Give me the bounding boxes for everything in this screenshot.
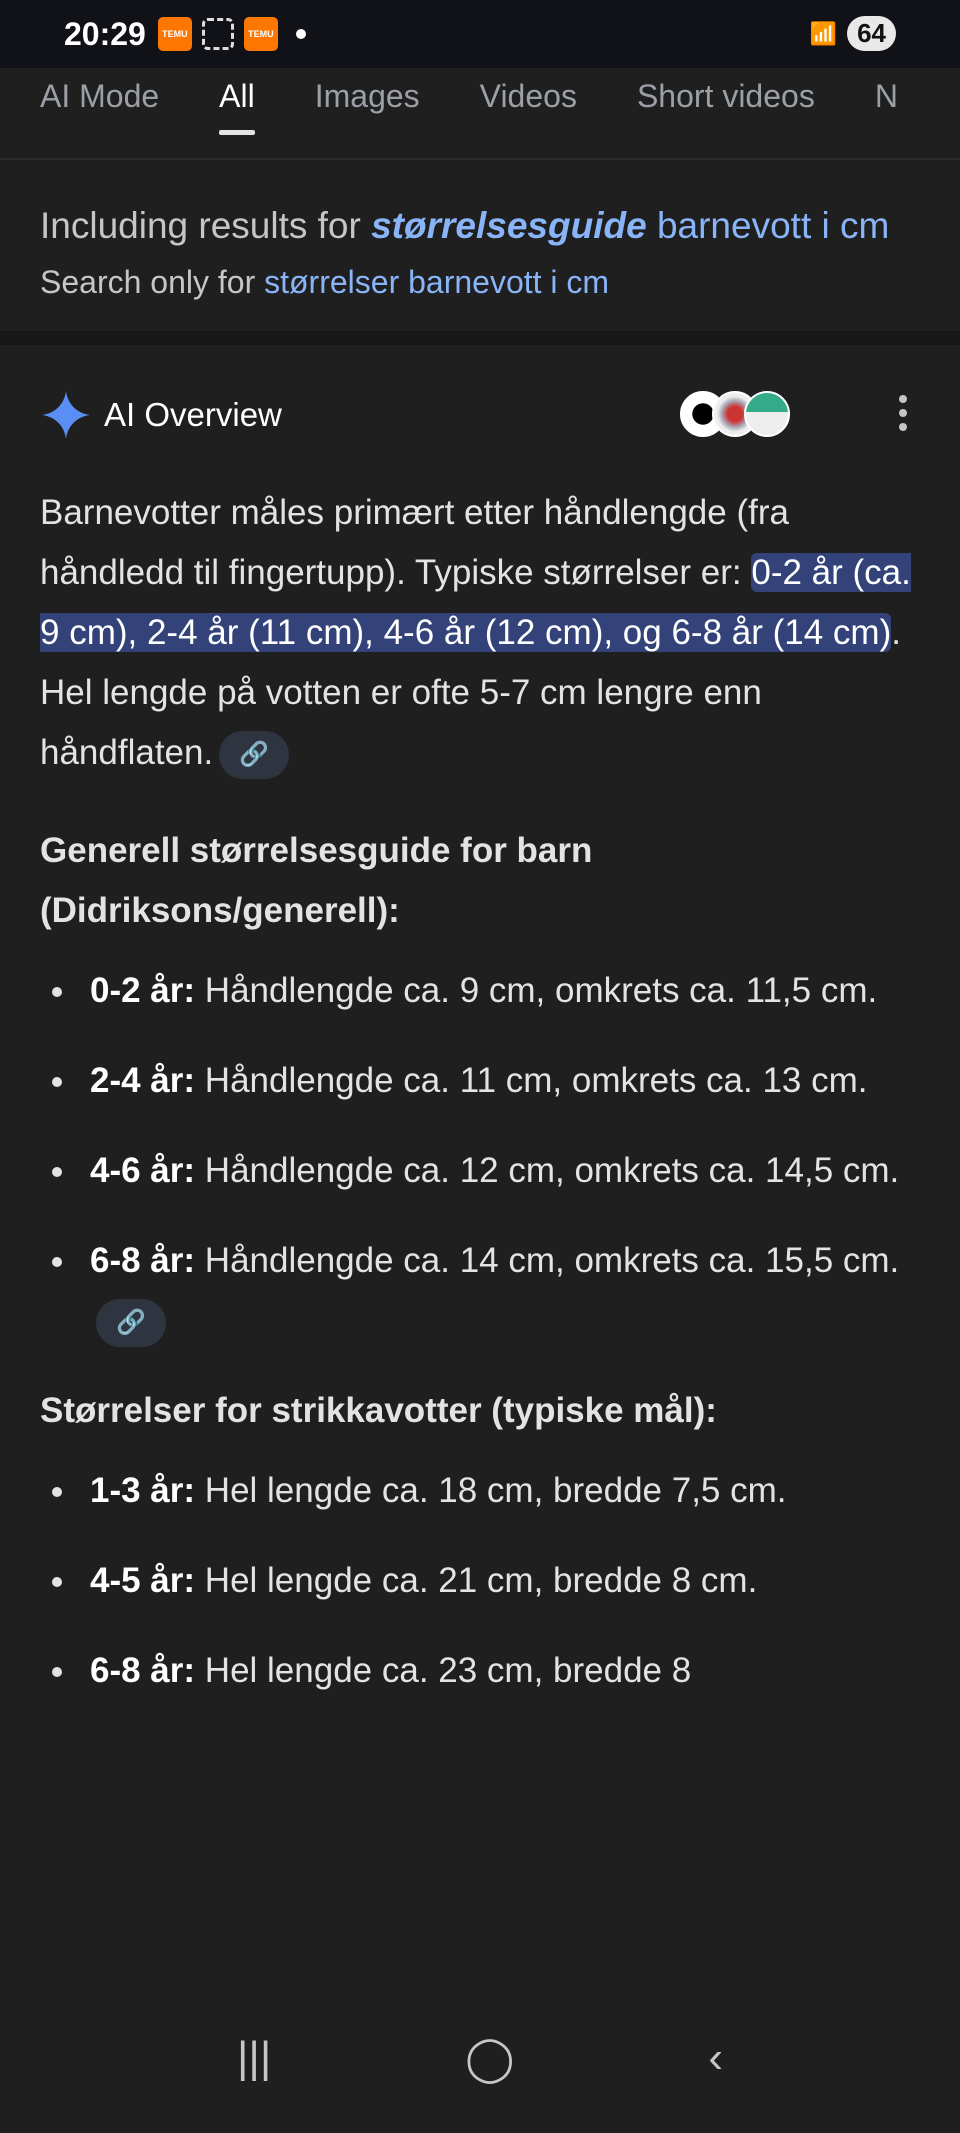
source-favicons[interactable] bbox=[694, 391, 790, 437]
more-options-icon[interactable] bbox=[898, 395, 908, 431]
tab-short-videos[interactable]: Short videos bbox=[636, 78, 815, 114]
system-nav-bar bbox=[0, 1983, 960, 2133]
section-heading: Generell størrelsesguide for barn (Didriksons/generell): bbox=[40, 831, 593, 930]
tab-images[interactable]: Images bbox=[314, 78, 420, 114]
list-item: 0-2 år: Håndlengde ca. 9 cm, omkrets ca. 11,5 cm. bbox=[40, 961, 920, 1021]
tab-ai-mode[interactable]: AI Mode bbox=[40, 78, 160, 114]
including-label: Including results for bbox=[40, 205, 372, 246]
search-tabs bbox=[0, 68, 960, 158]
recent-apps-icon[interactable]: ||| bbox=[236, 2033, 272, 2082]
citation-link-icon[interactable]: 🔗 bbox=[96, 1299, 166, 1347]
tab-all[interactable]: All bbox=[219, 68, 255, 158]
temu-icon: TEMU bbox=[158, 17, 192, 51]
citation-link-icon[interactable]: 🔗 bbox=[219, 731, 289, 779]
search-only-label: Search only for bbox=[40, 264, 265, 300]
size-list-knitted bbox=[40, 1461, 920, 1701]
source-favicon-icon bbox=[744, 391, 790, 437]
section-heading: Størrelser for strikkavotter (typiske mål): bbox=[40, 1391, 717, 1430]
notification-dot-icon bbox=[296, 29, 306, 39]
list-item: 4-6 år: Håndlengde ca. 12 cm, omkrets ca. 14,5 cm. bbox=[40, 1141, 920, 1201]
overview-summary: Barnevotter måles primært etter håndlengde (fra håndledd til fingertupp). Typiske størrelser er: 0-2 år (ca. 9 cm), 2-4 år (11 cm), 4-6 år (12 cm), og 6-8 år (14 cm). Hel lengde på votten er ofte 5-7 cm lengre enn håndflaten. 🔗 bbox=[40, 483, 920, 783]
list-item: 2-4 år: Håndlengde ca. 11 cm, omkrets ca. 13 cm. bbox=[40, 1051, 920, 1111]
spelling-correction bbox=[0, 158, 960, 345]
list-item: 1-3 år: Hel lengde ca. 18 cm, bredde 7,5 cm. bbox=[40, 1461, 920, 1521]
size-list-general bbox=[40, 961, 920, 1351]
tab-more[interactable]: N bbox=[874, 78, 898, 114]
list-item: 6-8 år: Håndlengde ca. 14 cm, omkrets ca. 15,5 cm.🔗 bbox=[40, 1231, 920, 1351]
corrected-query-link[interactable]: størrelsesguide barnevott i cm bbox=[371, 205, 890, 246]
back-icon[interactable]: ‹ bbox=[708, 2033, 723, 2082]
screenshot-icon bbox=[202, 18, 234, 50]
tab-videos[interactable]: Videos bbox=[479, 78, 577, 114]
ai-overview bbox=[0, 345, 960, 1701]
clock: 20:29 bbox=[64, 15, 146, 52]
home-icon[interactable]: ◯ bbox=[465, 2033, 515, 2083]
status-bar bbox=[0, 0, 960, 68]
wifi-icon: 📶 bbox=[809, 20, 838, 46]
list-item: 6-8 år: Hel lengde ca. 23 cm, bredde 8 bbox=[40, 1641, 920, 1701]
highlighted-text: 0-2 år (ca. 9 cm), 2-4 år (11 cm), 4-6 år (12 cm), og 6-8 år (14 cm) bbox=[40, 553, 911, 652]
list-item: 4-5 år: Hel lengde ca. 21 cm, bredde 8 cm. bbox=[40, 1551, 920, 1611]
battery-indicator: 64 bbox=[847, 16, 896, 51]
temu-icon: TEMU bbox=[244, 17, 278, 51]
original-query-link[interactable]: størrelser barnevott i cm bbox=[264, 264, 610, 300]
gemini-sparkle-icon bbox=[40, 389, 92, 441]
ai-overview-title: AI Overview bbox=[104, 396, 282, 433]
